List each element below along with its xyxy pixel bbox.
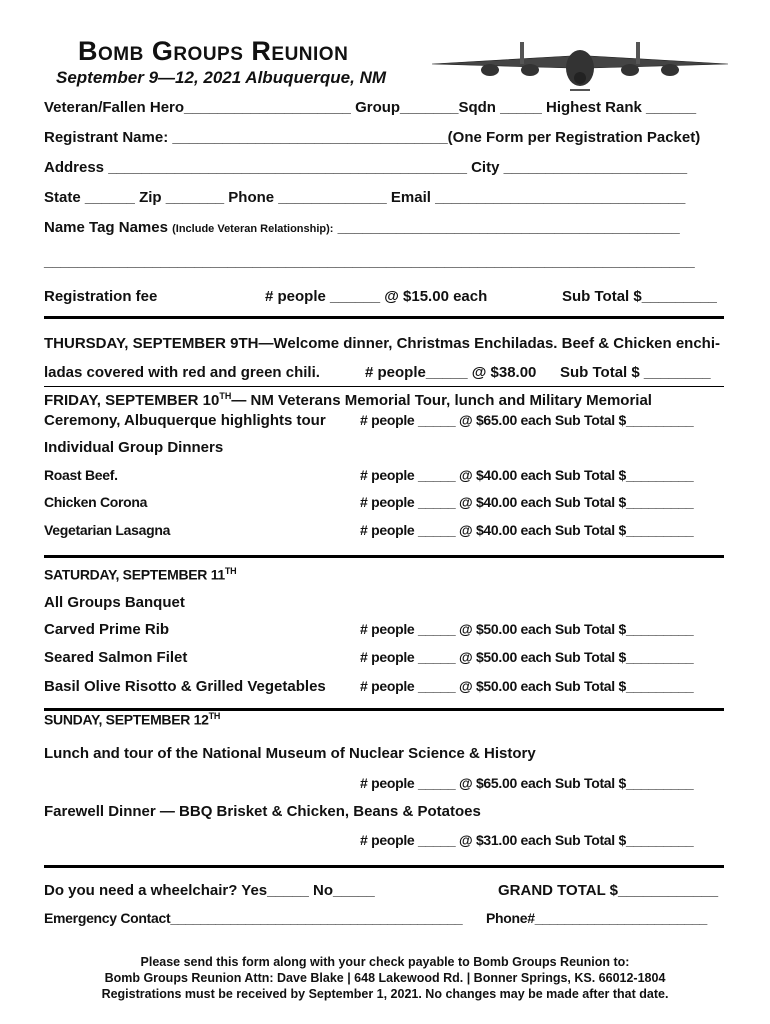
thursday-line-1: THURSDAY, SEPTEMBER 9TH—Welcome dinner, Christmas Enchiladas. Beef & Chicken enchi-	[44, 335, 721, 352]
friday-line-2: Ceremony, Albuquerque highlights tour	[44, 412, 326, 429]
menu-item-name: Carved Prime Rib	[44, 621, 170, 638]
friday-tour-price[interactable]: # people _____ @ $65.00 each Sub Total $_________	[360, 412, 694, 428]
menu-item-name: Seared Salmon Filet	[44, 649, 188, 666]
wheelchair-question[interactable]: Do you need a wheelchair? Yes_____ No_____	[44, 882, 375, 899]
divider	[44, 865, 724, 868]
saturday-heading	[44, 566, 236, 583]
divider	[44, 316, 724, 319]
thursday-line-2: ladas covered with red and green chili.	[44, 364, 320, 381]
sunday-farewell: Farewell Dinner — BBQ Brisket & Chicken, Beans & Potatoes	[44, 803, 481, 820]
emergency-phone[interactable]: Phone#_______________________	[486, 910, 707, 926]
banquet-heading: All Groups Banquet	[44, 594, 185, 611]
sunday-heading	[44, 711, 220, 728]
saturday-heading-text: SATURDAY, SEPTEMBER 11	[44, 566, 225, 583]
emergency-contact[interactable]: Emergency Contact_______________________________________	[44, 910, 463, 926]
footer-instructions: Please send this form along with your check payable to Bomb Groups Reunion to:	[140, 955, 630, 969]
registrant-name-line[interactable]: Registrant Name: _________________________________(One Form per Registration Packet)	[44, 129, 701, 146]
divider	[44, 555, 724, 558]
friday-heading	[44, 391, 652, 409]
thursday-people[interactable]: # people_____ @ $38.00	[365, 364, 537, 381]
extra-blank-line[interactable]: ______________________________________________________________________________	[44, 253, 695, 270]
thursday-subtotal[interactable]: Sub Total $ ________	[560, 364, 711, 381]
sunday-lunch-price[interactable]: # people _____ @ $65.00 each Sub Total $_________	[360, 775, 694, 791]
menu-item-name: Basil Olive Risotto & Grilled Vegetables	[44, 678, 326, 695]
menu-item-name: Roast Beef.	[44, 467, 118, 483]
name-tag-blank[interactable]: _________________________________________	[333, 219, 680, 236]
menu-item-price[interactable]: # people _____ @ $40.00 each Sub Total $_________	[360, 467, 694, 483]
sunday-lunch: Lunch and tour of the National Museum of Nuclear Science & History	[44, 745, 536, 762]
saturday-heading-sup: TH	[224, 566, 237, 576]
menu-item-price[interactable]: # people _____ @ $50.00 each Sub Total $_________	[360, 678, 694, 694]
form-title: Bomb Groups Reunion	[78, 36, 349, 66]
friday-heading-text: FRIDAY, SEPTEMBER 10	[44, 392, 220, 409]
menu-item-name: Vegetarian Lasagna	[44, 522, 171, 538]
menu-item-name: Chicken Corona	[44, 494, 148, 510]
menu-item-price[interactable]: # people _____ @ $40.00 each Sub Total $_________	[360, 522, 694, 538]
menu-item-price[interactable]: # people _____ @ $40.00 each Sub Total $_________	[360, 494, 694, 510]
registration-fee-subtotal[interactable]: Sub Total $_________	[562, 288, 717, 305]
address-city-line[interactable]: Address ___________________________________________ City ______________________	[44, 159, 688, 176]
footer-deadline: Registrations must be received by September 1, 2021. No changes may be made after that date.	[101, 987, 669, 1001]
sunday-heading-text: SUNDAY, SEPTEMBER 12	[44, 711, 209, 728]
divider	[44, 386, 724, 387]
sunday-farewell-price[interactable]: # people _____ @ $31.00 each Sub Total $_________	[360, 832, 694, 848]
menu-item-price[interactable]: # people _____ @ $50.00 each Sub Total $_________	[360, 649, 694, 665]
name-tag-line[interactable]	[44, 219, 680, 236]
menu-item-price[interactable]: # people _____ @ $50.00 each Sub Total $_________	[360, 621, 694, 637]
registration-fee-people[interactable]: # people ______ @ $15.00 each	[265, 288, 488, 305]
registration-fee-label: Registration fee	[44, 288, 158, 305]
friday-heading-desc: — NM Veterans Memorial Tour, lunch and Military Memorial	[231, 392, 652, 409]
sunday-heading-sup: TH	[208, 711, 221, 721]
friday-heading-sup: TH	[219, 391, 232, 401]
name-tag-note: (Include Veteran Relationship):	[172, 223, 334, 235]
state-zip-phone-email-line[interactable]: State ______ Zip _______ Phone _____________ Email ______________________________	[44, 189, 686, 206]
veteran-group-line[interactable]: Veteran/Fallen Hero____________________ Group_______Sqdn _____ Highest Rank ______	[44, 99, 697, 116]
grand-total[interactable]: GRAND TOTAL $____________	[498, 882, 719, 899]
group-dinners-heading: Individual Group Dinners	[44, 439, 224, 456]
event-dates-location: September 9—12, 2021 Albuquerque, NM	[56, 68, 387, 87]
bomber-plane-icon	[430, 34, 730, 94]
name-tag-label: Name Tag Names	[44, 219, 173, 236]
footer-address: Bomb Groups Reunion Attn: Dave Blake | 648 Lakewood Rd. | Bonner Springs, KS. 66012-1804	[104, 971, 666, 985]
